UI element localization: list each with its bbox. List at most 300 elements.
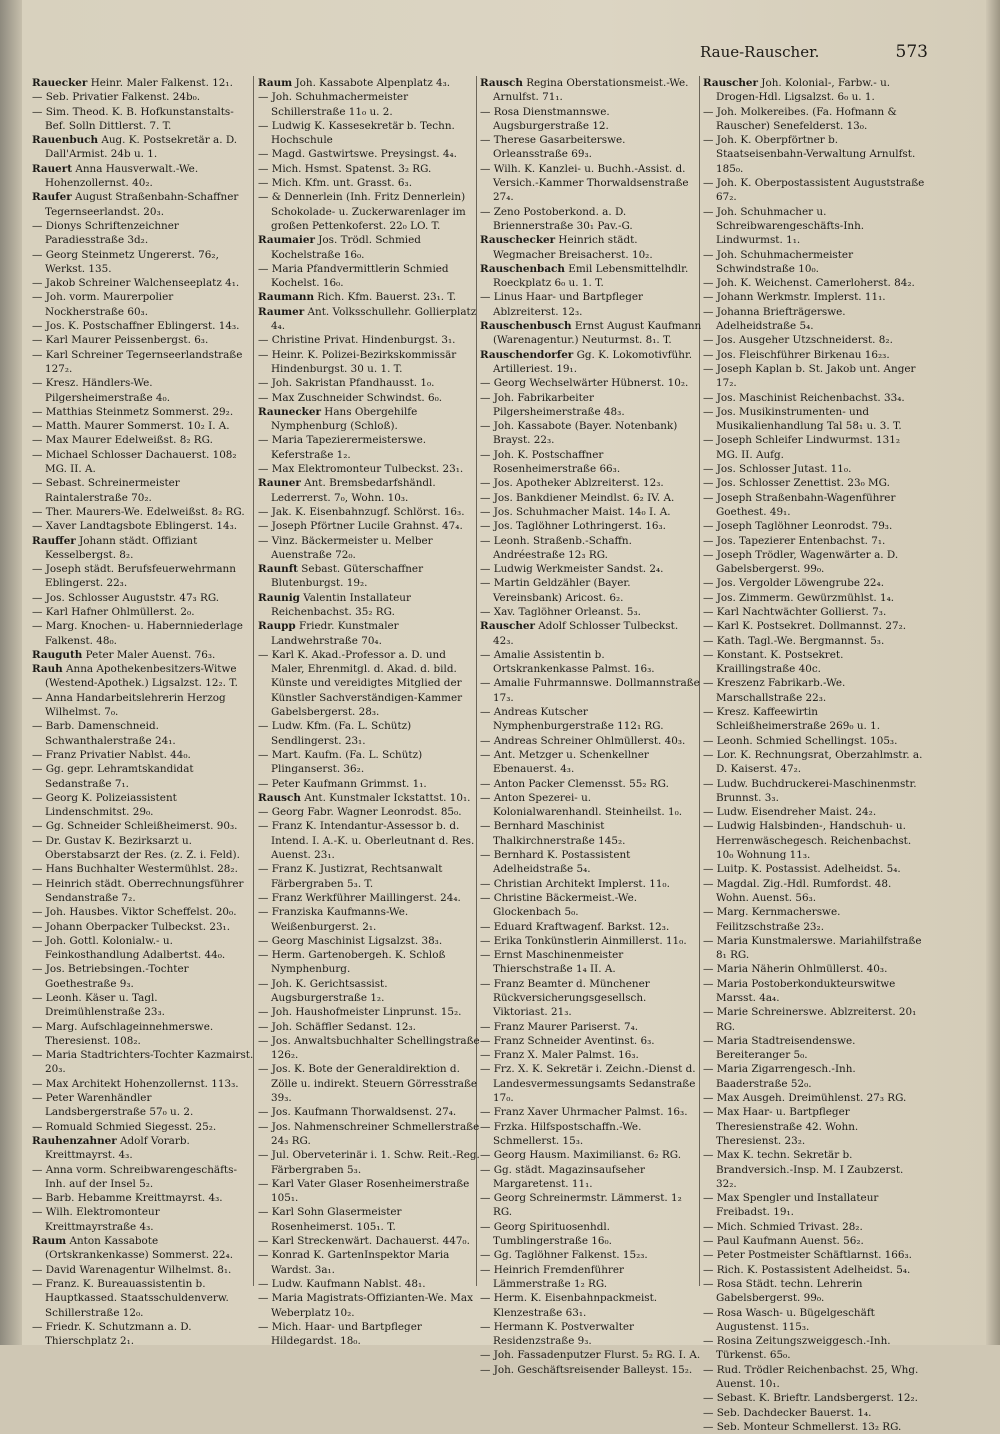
- entry-text: — Ludw. Eisendreher Maist. 24₂.: [703, 806, 877, 819]
- directory-entry: [258, 376, 480, 390]
- running-title: Raue-Rauscher.: [700, 43, 820, 61]
- directory-entry: [703, 333, 925, 347]
- directory-entry: [258, 76, 480, 90]
- directory-entry: [480, 1148, 702, 1162]
- directory-entry: [258, 90, 480, 119]
- entry-text: — Ludw. Kaufmann Nablst. 48₁.: [258, 1277, 426, 1290]
- directory-entry: [258, 862, 480, 891]
- entry-text: — Leonh. Straßenb.-Schaffn. Andréestraße 12₃ RG.: [480, 534, 632, 561]
- entry-text: — Franz. K. Bureauassistentin b. Hauptkassed. Staatsschuldenverw. Schillerstraße 12₀.: [32, 1277, 229, 1319]
- directory-entry: [703, 534, 925, 548]
- directory-entry: [32, 162, 254, 191]
- entry-text: — Christine Bäckermeist.-We. Glockenbach 5₀.: [480, 891, 638, 919]
- directory-entry: [32, 1320, 254, 1349]
- entry-text: — Marg. Kernmacherswe. Feilitzschstraße 23₂.: [703, 906, 841, 933]
- directory-entry: [480, 576, 702, 605]
- entry-text: — Frz. X. K. Sekretär i. Zeichn.-Dienst d. Landesvermessungsamts Sedanstraße 17₀.: [480, 1063, 696, 1105]
- directory-entry: [703, 648, 925, 677]
- page-edge-shadow: [986, 0, 1000, 1345]
- entry-text: — Ludwig K. Kassesekretär b. Techn. Hochschule: [258, 119, 455, 147]
- directory-entry: [480, 920, 702, 934]
- directory-entry: [480, 105, 702, 134]
- entry-text: — Jos. Taglöhner Lothringerst. 16₃.: [480, 520, 666, 533]
- entry-text: — Jos. Tapezierer Entenbachst. 7₁.: [703, 534, 886, 547]
- directory-entry: [480, 848, 702, 877]
- entry-text: — Lor. K. Rechnungsrat, Oberzahlmstr. a. D. Kaiserst. 47₂.: [703, 748, 923, 776]
- directory-entry: [703, 734, 925, 748]
- entry-text: — Gg. Taglöhner Falkenst. 15₂₃.: [480, 1249, 648, 1262]
- entry-text: — Seb. Dachdecker Bauerst. 1₄.: [703, 1406, 872, 1419]
- entry-surname: Rauert: [32, 162, 73, 175]
- entry-text: — & Dennerlein (Inh. Fritz Dennerlein) Schokolade- u. Zuckerwarenlager im großen Pettenkoferst. 22₀ LO. T.: [258, 191, 466, 232]
- entry-text: — Michael Schlosser Dachauerst. 108₂ MG. II. A.: [32, 448, 237, 476]
- entry-text: — Christian Architekt Implerst. 11₀.: [480, 877, 670, 890]
- entry-surname: Rauschenbach: [480, 262, 565, 275]
- directory-entry: [258, 1291, 480, 1320]
- entry-text: — Karl K. Akad.-Professor a. D. und Maler, Ehrenmitgl. d. Akad. d. bild. Künste und vereidigtes Mitglied der Künstler Sachverständigen-Kammer Gabelsbergerst. 28₃.: [258, 648, 463, 719]
- entry-text: — Karl Nachtwächter Gollierst. 7₃.: [703, 605, 887, 618]
- entry-text: — Joh. Haushofmeister Linprunst. 15₂.: [258, 1006, 462, 1019]
- entry-text: — Magd. Gastwirtswe. Preysingst. 4₄.: [258, 148, 457, 161]
- directory-entry: [258, 1177, 480, 1206]
- entry-text: — Rosina Zeitungszweiggesch.-Inh. Türkenst. 65₀.: [703, 1335, 891, 1362]
- entry-text: — Anton Packer Clemensst. 55₂ RG.: [480, 777, 669, 790]
- entry-surname: Raunft: [258, 563, 298, 576]
- entry-text: — Leonh. Käser u. Tagl. Dreimühlenstraße 23₃.: [32, 992, 165, 1019]
- entry-surname: Raumann: [258, 291, 314, 304]
- directory-entry: [258, 748, 480, 777]
- entry-text: — Matth. Maurer Sommerst. 10₂ I. A.: [32, 420, 230, 433]
- directory-entry: [703, 1334, 925, 1363]
- directory-entry: [480, 1363, 702, 1377]
- entry-text: — Peter Warenhändler Landsbergerstraße 57₀ u. 2.: [32, 1092, 194, 1119]
- entry-text: — Maria Kunstmalerswe. Mariahilfstraße 8₁ RG.: [703, 934, 922, 962]
- directory-entry: [258, 805, 480, 819]
- entry-text: — Johann Werkmstr. Implerst. 11₁.: [703, 291, 886, 304]
- directory-entry: [703, 1277, 925, 1306]
- entry-text: — Georg K. Polizeiassistent Lindenschmitst. 29₀.: [32, 791, 177, 819]
- entry-text: — Johann Oberpacker Tulbeckst. 23₁.: [32, 920, 231, 933]
- entry-text: Regina Oberstationsmeist.-We. Arnulfst. 71₁.: [493, 77, 689, 104]
- directory-entry: [703, 348, 925, 362]
- directory-entry: [32, 90, 254, 104]
- directory-entry: [258, 819, 480, 862]
- entry-text: — Karl Hafner Ohlmüllerst. 2₀.: [32, 605, 195, 618]
- directory-entry: [32, 219, 254, 248]
- directory-entry: [32, 105, 254, 134]
- directory-entry: [32, 519, 254, 533]
- directory-entry: [480, 1263, 702, 1292]
- directory-entry: [258, 948, 480, 977]
- entry-text: Sebast. Güterschaffner Blutenburgst. 19₂.: [271, 563, 424, 590]
- directory-entry: [32, 991, 254, 1020]
- entry-text: — Joh. Schäffler Sedanst. 12₃.: [258, 1020, 416, 1033]
- entry-text: — Ludwig Werkmeister Sandst. 2₄.: [480, 563, 664, 576]
- entry-text: — Joseph Pförtner Lucile Grahnst. 47₄.: [258, 520, 463, 533]
- directory-entry: [703, 819, 925, 862]
- directory-entry: [480, 676, 702, 705]
- entry-text: Heinrich städt. Wegmacher Breisacherst. 10₂.: [493, 234, 653, 261]
- entry-text: — Joh. Gottl. Kolonialw.- u. Feinkosthandlung Adalbertst. 44₀.: [32, 934, 226, 962]
- entry-text: — Leonh. Schmied Schellingst. 105₃.: [703, 734, 898, 747]
- directory-entry: [32, 877, 254, 906]
- directory-entry: [32, 1263, 254, 1277]
- entry-text: — Joh. Kassabote (Bayer. Notenbank) Brayst. 22₃.: [480, 420, 678, 447]
- entry-text: — Luitp. K. Postassist. Adelheidst. 5₄.: [703, 863, 901, 876]
- entry-text: — Maria Magistrats-Offizianten-We. Max Weberplatz 10₂.: [258, 1292, 473, 1319]
- entry-text: — Jos. Anwaltsbuchhalter Schellingstraße 126₂.: [258, 1034, 480, 1062]
- entry-text: — Barb. Hebamme Kreittmayrst. 4₃.: [32, 1192, 223, 1205]
- directory-entry: [480, 290, 702, 319]
- directory-entry: [703, 1406, 925, 1420]
- directory-entry: [32, 534, 254, 563]
- directory-entry: [480, 162, 702, 205]
- entry-text: — Linus Haar- und Bartpfleger Ablzreiterst. 12₃.: [480, 291, 643, 318]
- entry-text: — Georg Hausm. Maximilianst. 6₂ RG.: [480, 1149, 682, 1162]
- entry-surname: Rauhenzahner: [32, 1134, 117, 1147]
- entry-text: — Franz X. Maler Palmst. 16₃.: [480, 1049, 639, 1062]
- directory-entry: [480, 1320, 702, 1349]
- entry-text: — Franz Xaver Uhrmacher Palmst. 16₃.: [480, 1106, 688, 1119]
- entry-text: — Magdal. Zig.-Hdl. Rumfordst. 48. Wohn. Auenst. 56₃.: [703, 877, 892, 904]
- entry-text: — Maria Postoberkondukteurswitwe Marsst. 4a₄.: [703, 977, 896, 1004]
- entry-text: Joh. Kassabote Alpenplatz 4₃.: [292, 77, 451, 89]
- entry-text: — Ludwig Halsbinden-, Handschuh- u. Herrenwäschegesch. Reichenbachst. 10₀ Wohnung 11₃.: [703, 820, 912, 862]
- entry-text: — Franz Beamter d. Münchener Rückversicherungsgesellsch. Viktoriast. 21₃.: [480, 977, 650, 1019]
- directory-entry: [480, 1291, 702, 1320]
- entry-text: — Ther. Maurers-We. Edelweißst. 8₂ RG.: [32, 505, 245, 518]
- directory-entry: [32, 934, 254, 963]
- entry-text: — Georg Steinmetz Ungererst. 76₂, Werkst. 135.: [32, 248, 219, 275]
- entry-text: Hans Obergehilfe Nymphenburg (Schloß).: [271, 405, 418, 433]
- directory-entry: [258, 476, 480, 505]
- directory-entry: [32, 1191, 254, 1205]
- entry-text: — Vinz. Bäckermeister u. Melber Auenstraße 72₀.: [258, 534, 433, 561]
- directory-entry: [480, 1120, 702, 1149]
- directory-entry: [703, 676, 925, 705]
- entry-text: — Sebast. Schreinermeister Raintalerstraße 70₂.: [32, 477, 180, 504]
- directory-entry: [480, 1163, 702, 1192]
- entry-text: — Barb. Damenschneid. Schwanthalerstraße 24₁.: [32, 720, 176, 747]
- entry-text: — Jos. Apotheker Ablzreiterst. 12₃.: [480, 477, 664, 490]
- entry-text: — Joh. vorm. Maurerpolier Nockherstraße 60₃.: [32, 291, 174, 318]
- entry-surname: Raumer: [258, 305, 305, 318]
- directory-entry: [480, 1034, 702, 1048]
- entry-text: — Karl Vater Glaser Rosenheimerstraße 105₁.: [258, 1177, 470, 1205]
- directory-entry: [258, 348, 480, 377]
- entry-text: — Jos. Schuhmacher Maist. 14₀ I. A.: [480, 505, 671, 518]
- directory-entry: [703, 476, 925, 490]
- directory-entry: [480, 376, 702, 390]
- entry-text: — Franz K. Intendantur-Assessor b. d. Intend. I. A.-K. u. Oberleutnant d. Res. Auenst. 23₁.: [258, 820, 475, 862]
- directory-entry: [480, 1048, 702, 1062]
- directory-entry: [258, 562, 480, 591]
- entry-surname: Rauguth: [32, 648, 83, 661]
- directory-entry: [32, 376, 254, 405]
- entry-text: — Karl K. Postsekret. Dollmannst. 27₂.: [703, 620, 907, 633]
- entry-text: — Joh. Fassadenputzer Flurst. 5₂ RG. I. A.: [480, 1349, 701, 1362]
- entry-text: — Jos. Ausgeher Utzschneiderst. 8₂.: [703, 334, 893, 347]
- directory-entry: [258, 719, 480, 748]
- directory-entry: [703, 391, 925, 405]
- entry-text: — Anna vorm. Schreibwarengeschäfts-Inh. auf der Insel 5₂.: [32, 1163, 237, 1190]
- entry-text: — Joseph Taglöhner Leonrodst. 79₃.: [703, 520, 893, 533]
- entry-text: — Amalie Assistentin b. Ortskrankenkasse Palmst. 16₃.: [480, 648, 655, 676]
- page-header: [700, 42, 928, 68]
- directory-entry: [32, 290, 254, 319]
- entry-text: — Christine Privat. Hindenburgst. 3₁.: [258, 334, 456, 347]
- entry-text: — Anton Spezerei- u. Kolonialwarenhandl. Steinheilst. 1₀.: [480, 791, 683, 819]
- directory-entry: [703, 591, 925, 605]
- directory-entry: [258, 1148, 480, 1177]
- directory-entry: [32, 962, 254, 991]
- entry-text: — Joh. K. Oberpförtner b. Staatseisenbahn-Verwaltung Arnulfst. 185₀.: [703, 134, 916, 175]
- directory-entry: [32, 819, 254, 833]
- entry-text: — Marg. Aufschlageinnehmerswe. Theresienst. 108₂.: [32, 1020, 214, 1047]
- directory-entry: [258, 290, 480, 304]
- directory-entry: [32, 433, 254, 447]
- entry-text: — Heinr. K. Polizei-Bezirkskommissär Hindenburgst. 30 u. 1. T.: [258, 348, 457, 375]
- entry-surname: Rauh: [32, 663, 63, 676]
- directory-entry: [703, 1391, 925, 1405]
- entry-text: — Jul. Oberveterinär i. 1. Schw. Reit.-Reg. Färbergraben 5₃.: [258, 1149, 480, 1176]
- directory-entry: [32, 1205, 254, 1234]
- entry-text: — Seb. Privatier Falkenst. 24b₀.: [32, 91, 201, 104]
- entry-text: — Jos. Zimmerm. Gewürzmühlst. 1₄.: [703, 591, 895, 604]
- directory-entry: [258, 1005, 480, 1019]
- entry-text: — Maria Stadtreisendenswe. Bereiteranger 5₀.: [703, 1034, 856, 1062]
- entry-text: — Joh. Schuhmachermeister Schillerstraße 11₀ u. 2.: [258, 91, 409, 118]
- entry-text: — Karl Maurer Peissenbergst. 6₃.: [32, 334, 209, 347]
- directory-entry: [703, 76, 925, 105]
- directory-entry: [32, 719, 254, 748]
- entry-text: — Karl Schreiner Tegernseerlandstraße 127₂.: [32, 348, 243, 375]
- directory-entry: [703, 133, 925, 176]
- directory-entry: [480, 934, 702, 948]
- directory-entry: [480, 491, 702, 505]
- directory-entry: [32, 419, 254, 433]
- directory-entry: [258, 147, 480, 161]
- entry-text: Jos. Trödl. Schmied Kochelstraße 16₀.: [271, 234, 421, 261]
- entry-text: Anna Hausverwalt.-We. Hohenzollernst. 40₂.: [45, 162, 199, 190]
- entry-text: — Peter Postmeister Schäftlarnst. 166₃.: [703, 1249, 912, 1262]
- entry-text: — Sebast. K. Brieftr. Landsbergerst. 12₂.: [703, 1392, 918, 1405]
- entry-text: Friedr. Kunstmaler Landwehrstraße 70₄.: [271, 620, 399, 647]
- entry-text: — Joh. Schuhmachermeister Schwindstraße 10₀.: [703, 248, 854, 275]
- directory-entry: [703, 519, 925, 533]
- directory-entry: [480, 948, 702, 977]
- entry-text: Adolf Schlosser Tulbeckst. 42₃.: [493, 620, 679, 647]
- directory-entry: [703, 1148, 925, 1191]
- entry-text: — Franz Maurer Pariserst. 7₄.: [480, 1020, 639, 1033]
- entry-text: — Joh. K. Gerichtsassist. Augsburgerstraße 1₂.: [258, 977, 388, 1004]
- directory-entry: [480, 877, 702, 891]
- directory-entry: [258, 1034, 480, 1063]
- directory-entry: [32, 1120, 254, 1134]
- directory-entry: [258, 462, 480, 476]
- entry-text: — Ludw. Buchdruckerei-Maschinenmstr. Brunnst. 3₃.: [703, 777, 917, 804]
- entry-text: — Ant. Metzger u. Schenkellner Ebenauerst. 4₃.: [480, 748, 649, 776]
- entry-text: — Romuald Schmied Siegesst. 25₂.: [32, 1120, 217, 1133]
- entry-text: — Joh. Hausbes. Viktor Scheffelst. 20₀.: [32, 906, 237, 919]
- entry-text: — Joh. Fabrikarbeiter Pilgersheimerstraße 48₃.: [480, 391, 625, 418]
- entry-text: — Jak. K. Eisenbahnzugf. Schlörst. 16₃.: [258, 505, 465, 518]
- entry-surname: Raupp: [258, 620, 296, 633]
- directory-entry: [480, 748, 702, 777]
- entry-text: — Jos. Betriebsingen.-Tochter Goethestraße 9₃.: [32, 963, 189, 990]
- directory-entry: [258, 1277, 480, 1291]
- directory-entry: [480, 1248, 702, 1262]
- entry-text: — Therese Gasarbeiterswe. Orleansstraße 69₃.: [480, 134, 626, 161]
- entry-text: Adolf Vorarb. Kreittmayrst. 4₃.: [45, 1134, 190, 1162]
- directory-entry: [32, 1234, 254, 1263]
- directory-entry: [258, 262, 480, 291]
- directory-entry: [258, 619, 480, 648]
- directory-entry: [258, 648, 480, 719]
- directory-entry: [480, 391, 702, 420]
- directory-entry: [480, 1105, 702, 1119]
- entry-text: — Georg Wechselwärter Hübnerst. 10₂.: [480, 377, 689, 390]
- directory-entry: [258, 1234, 480, 1248]
- entry-text: — Eduard Kraftwagenf. Barkst. 12₃.: [480, 920, 670, 933]
- entry-text: Gg. K. Lokomotivführ. Artilleriest. 19₁.: [493, 348, 693, 375]
- entry-text: — Mart. Kaufm. (Fa. L. Schütz) Plinganserst. 36₂.: [258, 748, 423, 776]
- entry-text: — Xaver Landtagsbote Eblingerst. 14₃.: [32, 520, 238, 533]
- directory-entry: [703, 977, 925, 1006]
- entry-surname: Rauner: [258, 477, 301, 490]
- directory-entry: [703, 105, 925, 134]
- entry-surname: Rauschenbusch: [480, 320, 572, 333]
- entry-text: — Georg Spirituosenhdl. Tumblingerstraße 16₀.: [480, 1220, 612, 1248]
- directory-entry: [258, 162, 480, 176]
- entry-text: Anna Apothekenbesitzers-Witwe (Westend-Apothek.) Ligsalzst. 12₂. T.: [45, 663, 238, 690]
- entry-surname: Rauenbuch: [32, 134, 99, 147]
- entry-text: — Franz Schneider Aventinst. 6₃.: [480, 1034, 655, 1047]
- entry-text: — Friedr. K. Schutzmann a. D. Thierschplatz 2₁.: [32, 1320, 192, 1348]
- directory-entry: [32, 348, 254, 377]
- directory-entry: [32, 133, 254, 162]
- entry-text: — David Warenagentur Wilhelmst. 8₁.: [32, 1263, 232, 1276]
- entry-text: — Joh. Geschäftsreisender Balleyst. 15₂.: [480, 1363, 693, 1376]
- entry-text: — Franz K. Justizrat, Rechtsanwalt Färbergraben 5₃. T.: [258, 863, 443, 890]
- entry-text: — Joh. Schuhmacher u. Schreibwarengeschäfts-Inh. Lindwurmst. 1₁.: [703, 205, 865, 247]
- directory-entry: [32, 791, 254, 820]
- directory-entry: [703, 1105, 925, 1148]
- entry-text: — Dr. Gustav K. Bezirksarzt u. Oberstabsarzt der Res. (z. Z. i. Feld).: [32, 834, 240, 862]
- directory-entry: [32, 619, 254, 648]
- entry-text: — Hans Buchhalter Westermühlst. 28₂.: [32, 863, 238, 876]
- directory-entry: [703, 1234, 925, 1248]
- directory-entry: [703, 1191, 925, 1220]
- directory-entry: [703, 1263, 925, 1277]
- entry-text: Johann städt. Offiziant Kesselbergst. 8₂.: [45, 534, 198, 561]
- directory-entry: [32, 862, 254, 876]
- directory-entry: [703, 248, 925, 277]
- directory-entry: [32, 1134, 254, 1163]
- entry-text: — Karl Streckenwärt. Dachauerst. 447₀.: [258, 1235, 470, 1248]
- entry-text: — Hermann K. Postverwalter Residenzstraße 9₃.: [480, 1320, 634, 1348]
- entry-surname: Raunecker: [258, 405, 321, 418]
- directory-entry: [480, 348, 702, 377]
- directory-entry: [258, 190, 480, 233]
- entry-surname: Raum: [32, 1235, 67, 1248]
- directory-entry: [703, 934, 925, 963]
- entry-text: — Anna Handarbeitslehrerin Herzog Wilhelmst. 7₀.: [32, 691, 226, 719]
- directory-entry: [32, 190, 254, 219]
- directory-entry: [703, 1363, 925, 1392]
- entry-text: — Kreszenz Fabrikarb.-We. Marschallstraße 22₃.: [703, 677, 846, 704]
- directory-entry: [703, 905, 925, 934]
- directory-entry: [703, 705, 925, 734]
- directory-entry: [480, 648, 702, 677]
- entry-text: — Xav. Taglöhner Orleanst. 5₃.: [480, 605, 641, 618]
- directory-entry: [703, 777, 925, 806]
- directory-entry: [703, 576, 925, 590]
- entry-surname: Rauschecker: [480, 234, 556, 247]
- entry-text: — Peter Kaufmann Grimmst. 1₁.: [258, 777, 427, 790]
- directory-entry: [32, 76, 254, 90]
- directory-entry: [258, 1205, 480, 1234]
- entry-text: Ernst August Kaufmann (Warenagentur.) Neuturmst. 8₁. T.: [493, 320, 702, 347]
- column-3: [480, 76, 702, 1377]
- entry-surname: Rauecker: [32, 77, 88, 89]
- directory-entry: [703, 491, 925, 520]
- entry-text: — Jos. K. Bote der Generaldirektion d. Zölle u. indirekt. Steuern Görresstraße 39₃.: [258, 1063, 478, 1105]
- entry-text: — Jos. Schlosser Jutast. 11₀.: [703, 463, 852, 476]
- entry-text: — Sim. Theod. K. B. Hofkunstanstalts-Bef. Solln Dittlerst. 7. T.: [32, 105, 234, 132]
- entry-text: — Franz Werkführer Maillingerst. 24₄.: [258, 891, 461, 904]
- entry-text: — Marg. Knochen- u. Habernniederlage Falkenst. 48₀.: [32, 620, 243, 647]
- directory-entry: [703, 433, 925, 462]
- entry-text: — Max Elektromonteur Tulbeckst. 23₁.: [258, 463, 464, 476]
- entry-text: Rich. Kfm. Bauerst. 23₁. T.: [314, 291, 457, 304]
- entry-text: Aug. K. Postsekretär a. D. Dall'Armist. 24b u. 1.: [45, 134, 238, 161]
- entry-text: — Jos. Fleischführer Birkenau 16₂₃.: [703, 348, 890, 361]
- directory-entry: [480, 448, 702, 477]
- entry-text: — Jos. Maschinist Reichenbachst. 33₄.: [703, 391, 905, 404]
- entry-text: — Joseph Schleifer Lindwurmst. 131₂ MG. II. Aufg.: [703, 434, 901, 461]
- entry-text: — Franziska Kaufmanns-We. Weißenburgerst. 2₁.: [258, 906, 409, 933]
- entry-surname: Rauschendorfer: [480, 348, 574, 361]
- entry-surname: Rauscher: [703, 77, 758, 89]
- entry-text: — Kresz. Kaffeewirtin Schleißheimerstraße 269₀ u. 1.: [703, 706, 881, 733]
- directory-entry: [258, 119, 480, 148]
- column-1: [32, 76, 254, 1348]
- directory-entry: [480, 891, 702, 920]
- entry-text: — Jos. Vergolder Löwengrube 22₄.: [703, 577, 885, 590]
- directory-entry: [258, 176, 480, 190]
- entry-surname: Raumaier: [258, 234, 315, 247]
- entry-text: — Wilh. Elektromonteur Kreittmayrstraße 4₃.: [32, 1206, 160, 1233]
- directory-entry: [32, 905, 254, 919]
- entry-text: — Jos. Kaufmann Thorwaldsenst. 27₄.: [258, 1106, 457, 1119]
- directory-entry: [703, 205, 925, 248]
- directory-entry: [480, 233, 702, 262]
- directory-entry: [703, 1005, 925, 1034]
- directory-entry: [703, 619, 925, 633]
- directory-entry: [703, 634, 925, 648]
- directory-entry: [703, 862, 925, 876]
- directory-entry: [703, 305, 925, 334]
- directory-entry: [480, 1191, 702, 1220]
- directory-entry: [32, 319, 254, 333]
- directory-entry: [480, 476, 702, 490]
- entry-text: Valentin Installateur Reichenbachst. 35₂ RG.: [271, 591, 411, 618]
- entry-text: — Jos. K. Postschaffner Eblingerst. 14₃.: [32, 320, 240, 333]
- entry-text: — Dionys Schriftenzeichner Paradiesstraße 3d₂.: [32, 219, 179, 247]
- directory-entry: [32, 691, 254, 720]
- directory-entry: [32, 648, 254, 662]
